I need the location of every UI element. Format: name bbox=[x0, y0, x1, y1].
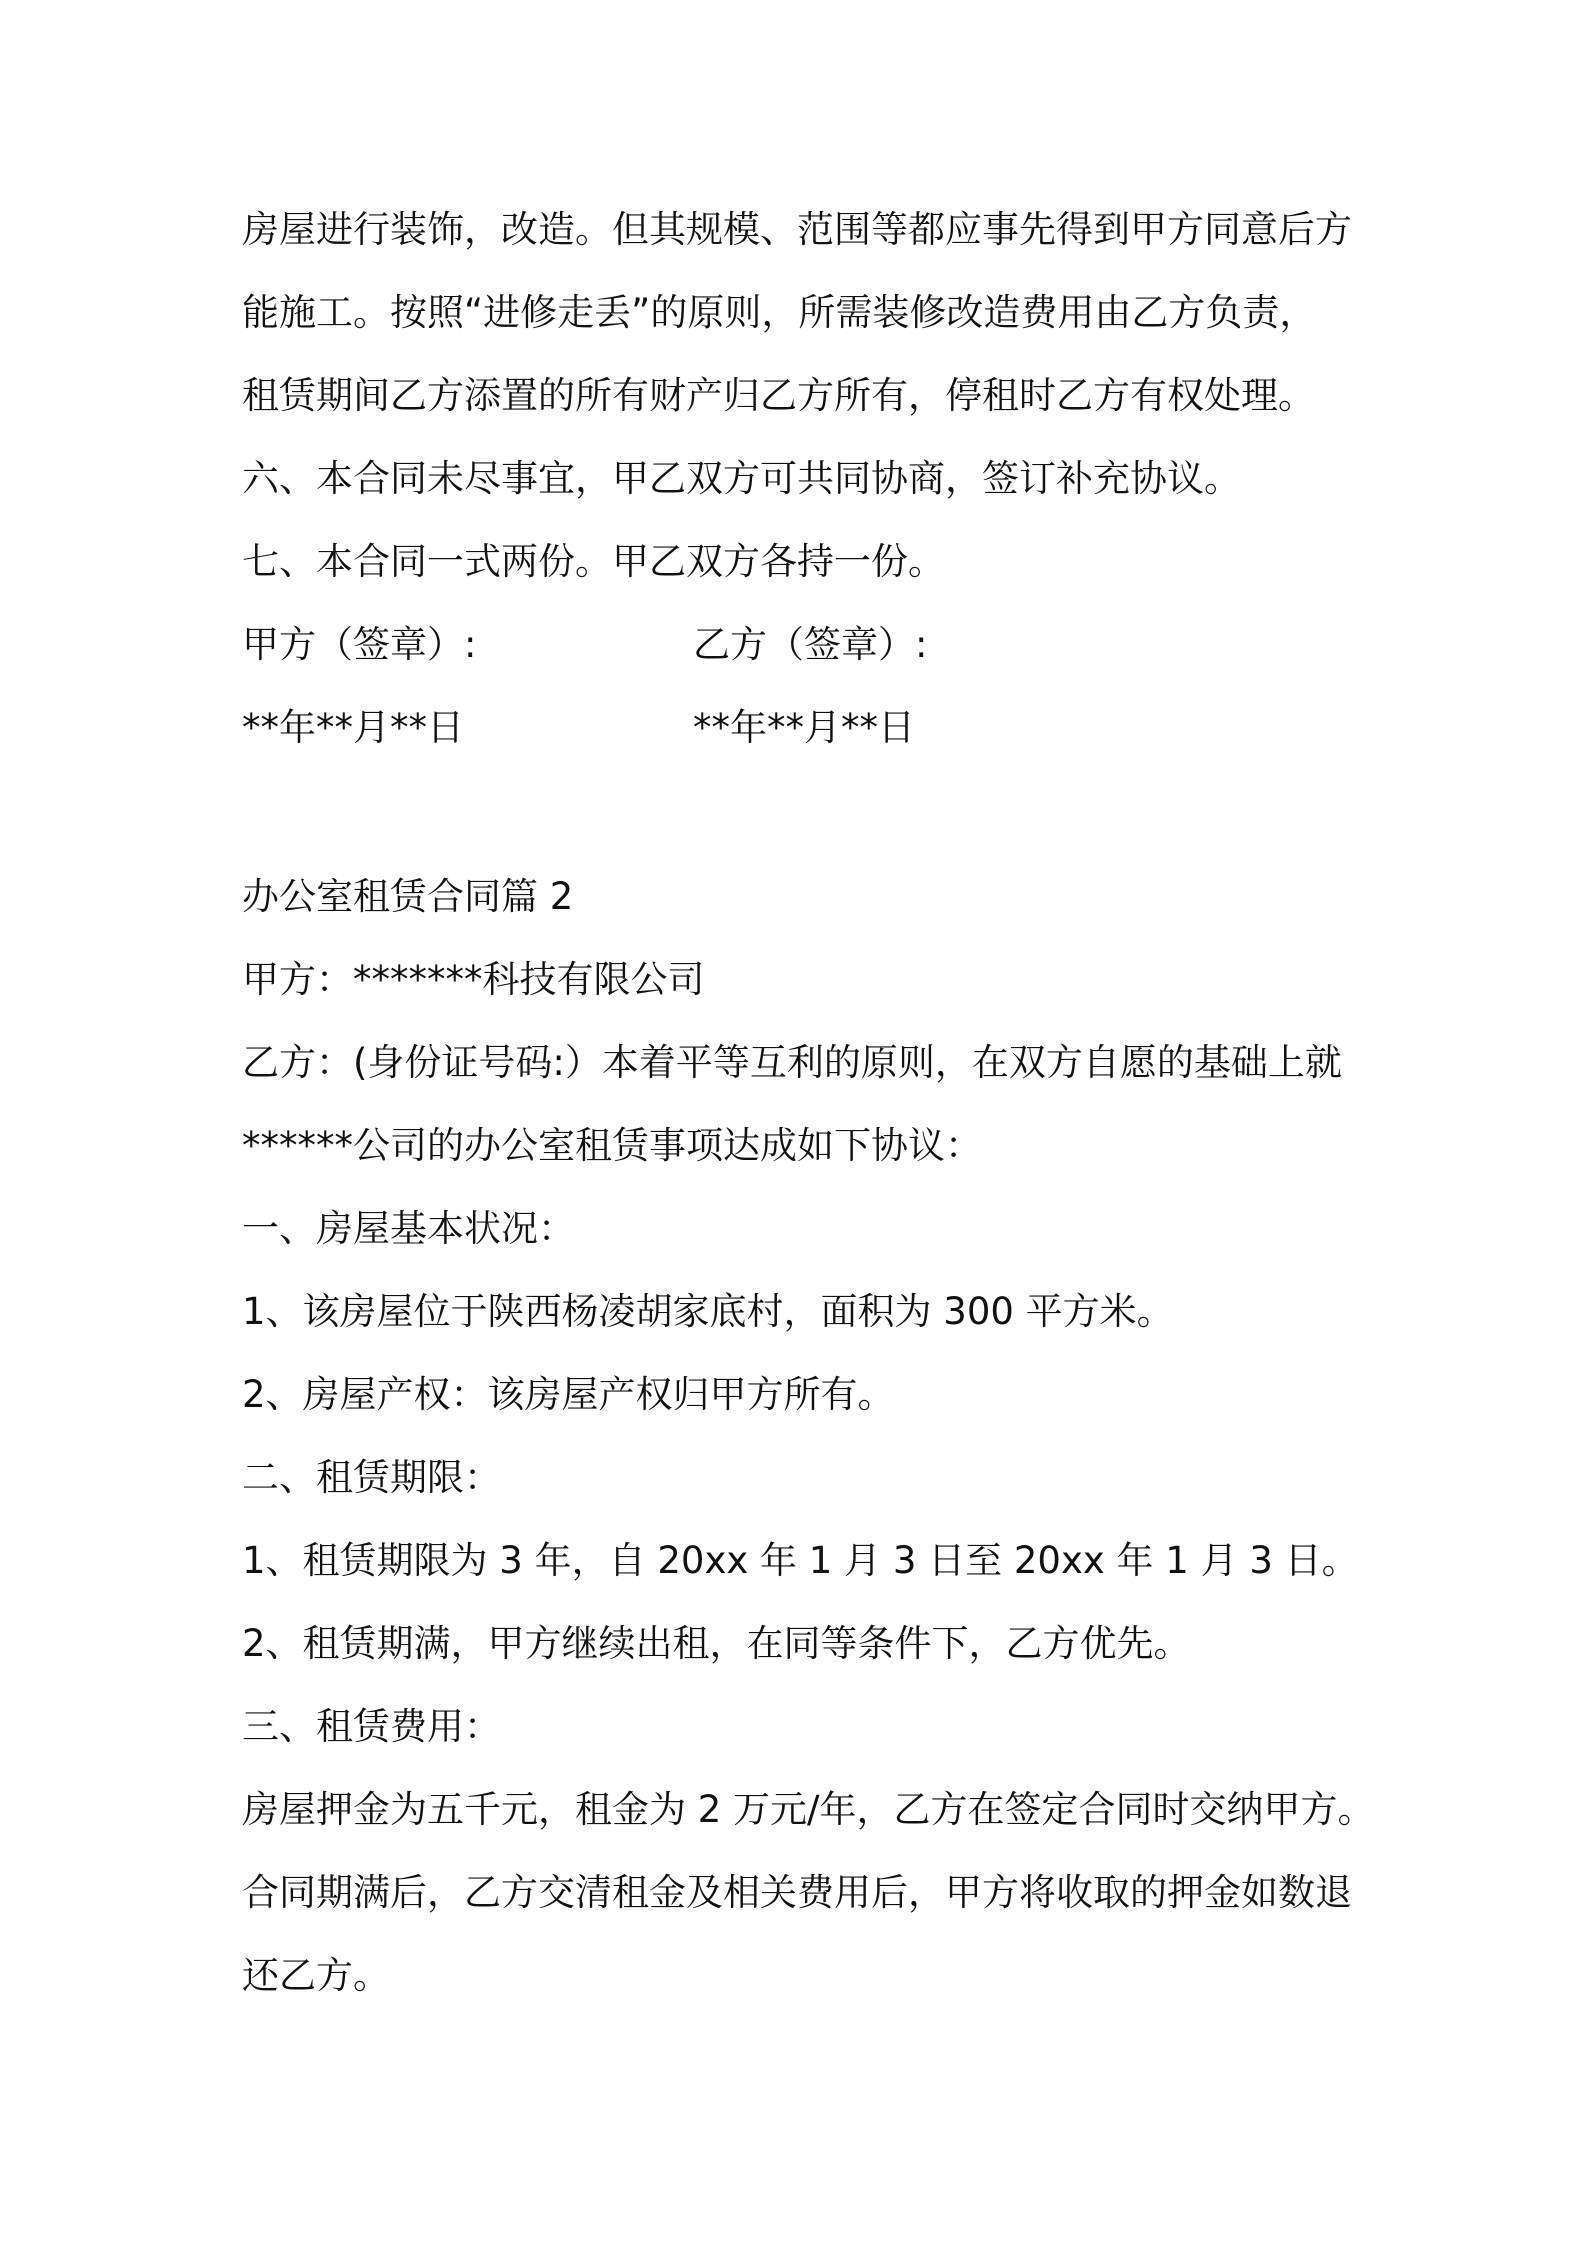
party-a-line: 甲方：*******科技有限公司 bbox=[242, 958, 705, 1001]
text-line: ******公司的办公室租赁事项达成如下协议： bbox=[242, 1124, 982, 1167]
clause-seven: 七、本合同一式两份。甲乙双方各持一份。 bbox=[242, 540, 945, 583]
text-line: 房屋押金为五千元，租金为 2 万元/年，乙方在签定合同时交纳甲方。 bbox=[242, 1788, 1375, 1831]
text-line: 合同期满后，乙方交清租金及相关费用后，甲方将收取的押金如数退 bbox=[242, 1871, 1352, 1914]
section-heading: 一、房屋基本状况： bbox=[242, 1207, 575, 1250]
text-line: 2、租赁期满，甲方继续出租，在同等条件下，乙方优先。 bbox=[242, 1622, 1191, 1665]
section-heading: 二、租赁期限： bbox=[242, 1456, 501, 1499]
text-line: 租赁期间乙方添置的所有财产归乙方所有，停租时乙方有权处理。 bbox=[242, 374, 1315, 417]
party-a-signature-label: 甲方（签章）: bbox=[242, 623, 477, 666]
party-a-date: **年**月**日 bbox=[242, 706, 464, 749]
text-line: 还乙方。 bbox=[242, 1954, 390, 1997]
clause-six: 六、本合同未尽事宜，甲乙双方可共同协商，签订补充协议。 bbox=[242, 457, 1241, 500]
section-heading: 三、租赁费用： bbox=[242, 1705, 501, 1748]
text-line: 1、该房屋位于陕西杨凌胡家底村，面积为 300 平方米。 bbox=[242, 1290, 1174, 1333]
text-line: 能施工。按照“进修走丢”的原则，所需装修改造费用由乙方负责， bbox=[242, 291, 1317, 334]
contract2-title: 办公室租赁合同篇 2 bbox=[242, 875, 574, 918]
text-line: 2、房屋产权：该房屋产权归甲方所有。 bbox=[242, 1373, 895, 1416]
text-line: 房屋进行装饰，改造。但其规模、范围等都应事先得到甲方同意后方 bbox=[242, 208, 1352, 251]
party-b-signature-label: 乙方（签章）: bbox=[693, 623, 928, 666]
party-b-line: 乙方：(身份证号码:）本着平等互利的原则，在双方自愿的基础上就 bbox=[242, 1041, 1342, 1084]
party-b-date: **年**月**日 bbox=[693, 706, 915, 749]
text-line: 1、租赁期限为 3 年，自 20xx 年 1 月 3 日至 20xx 年 1 月 3 日。 bbox=[242, 1539, 1359, 1582]
